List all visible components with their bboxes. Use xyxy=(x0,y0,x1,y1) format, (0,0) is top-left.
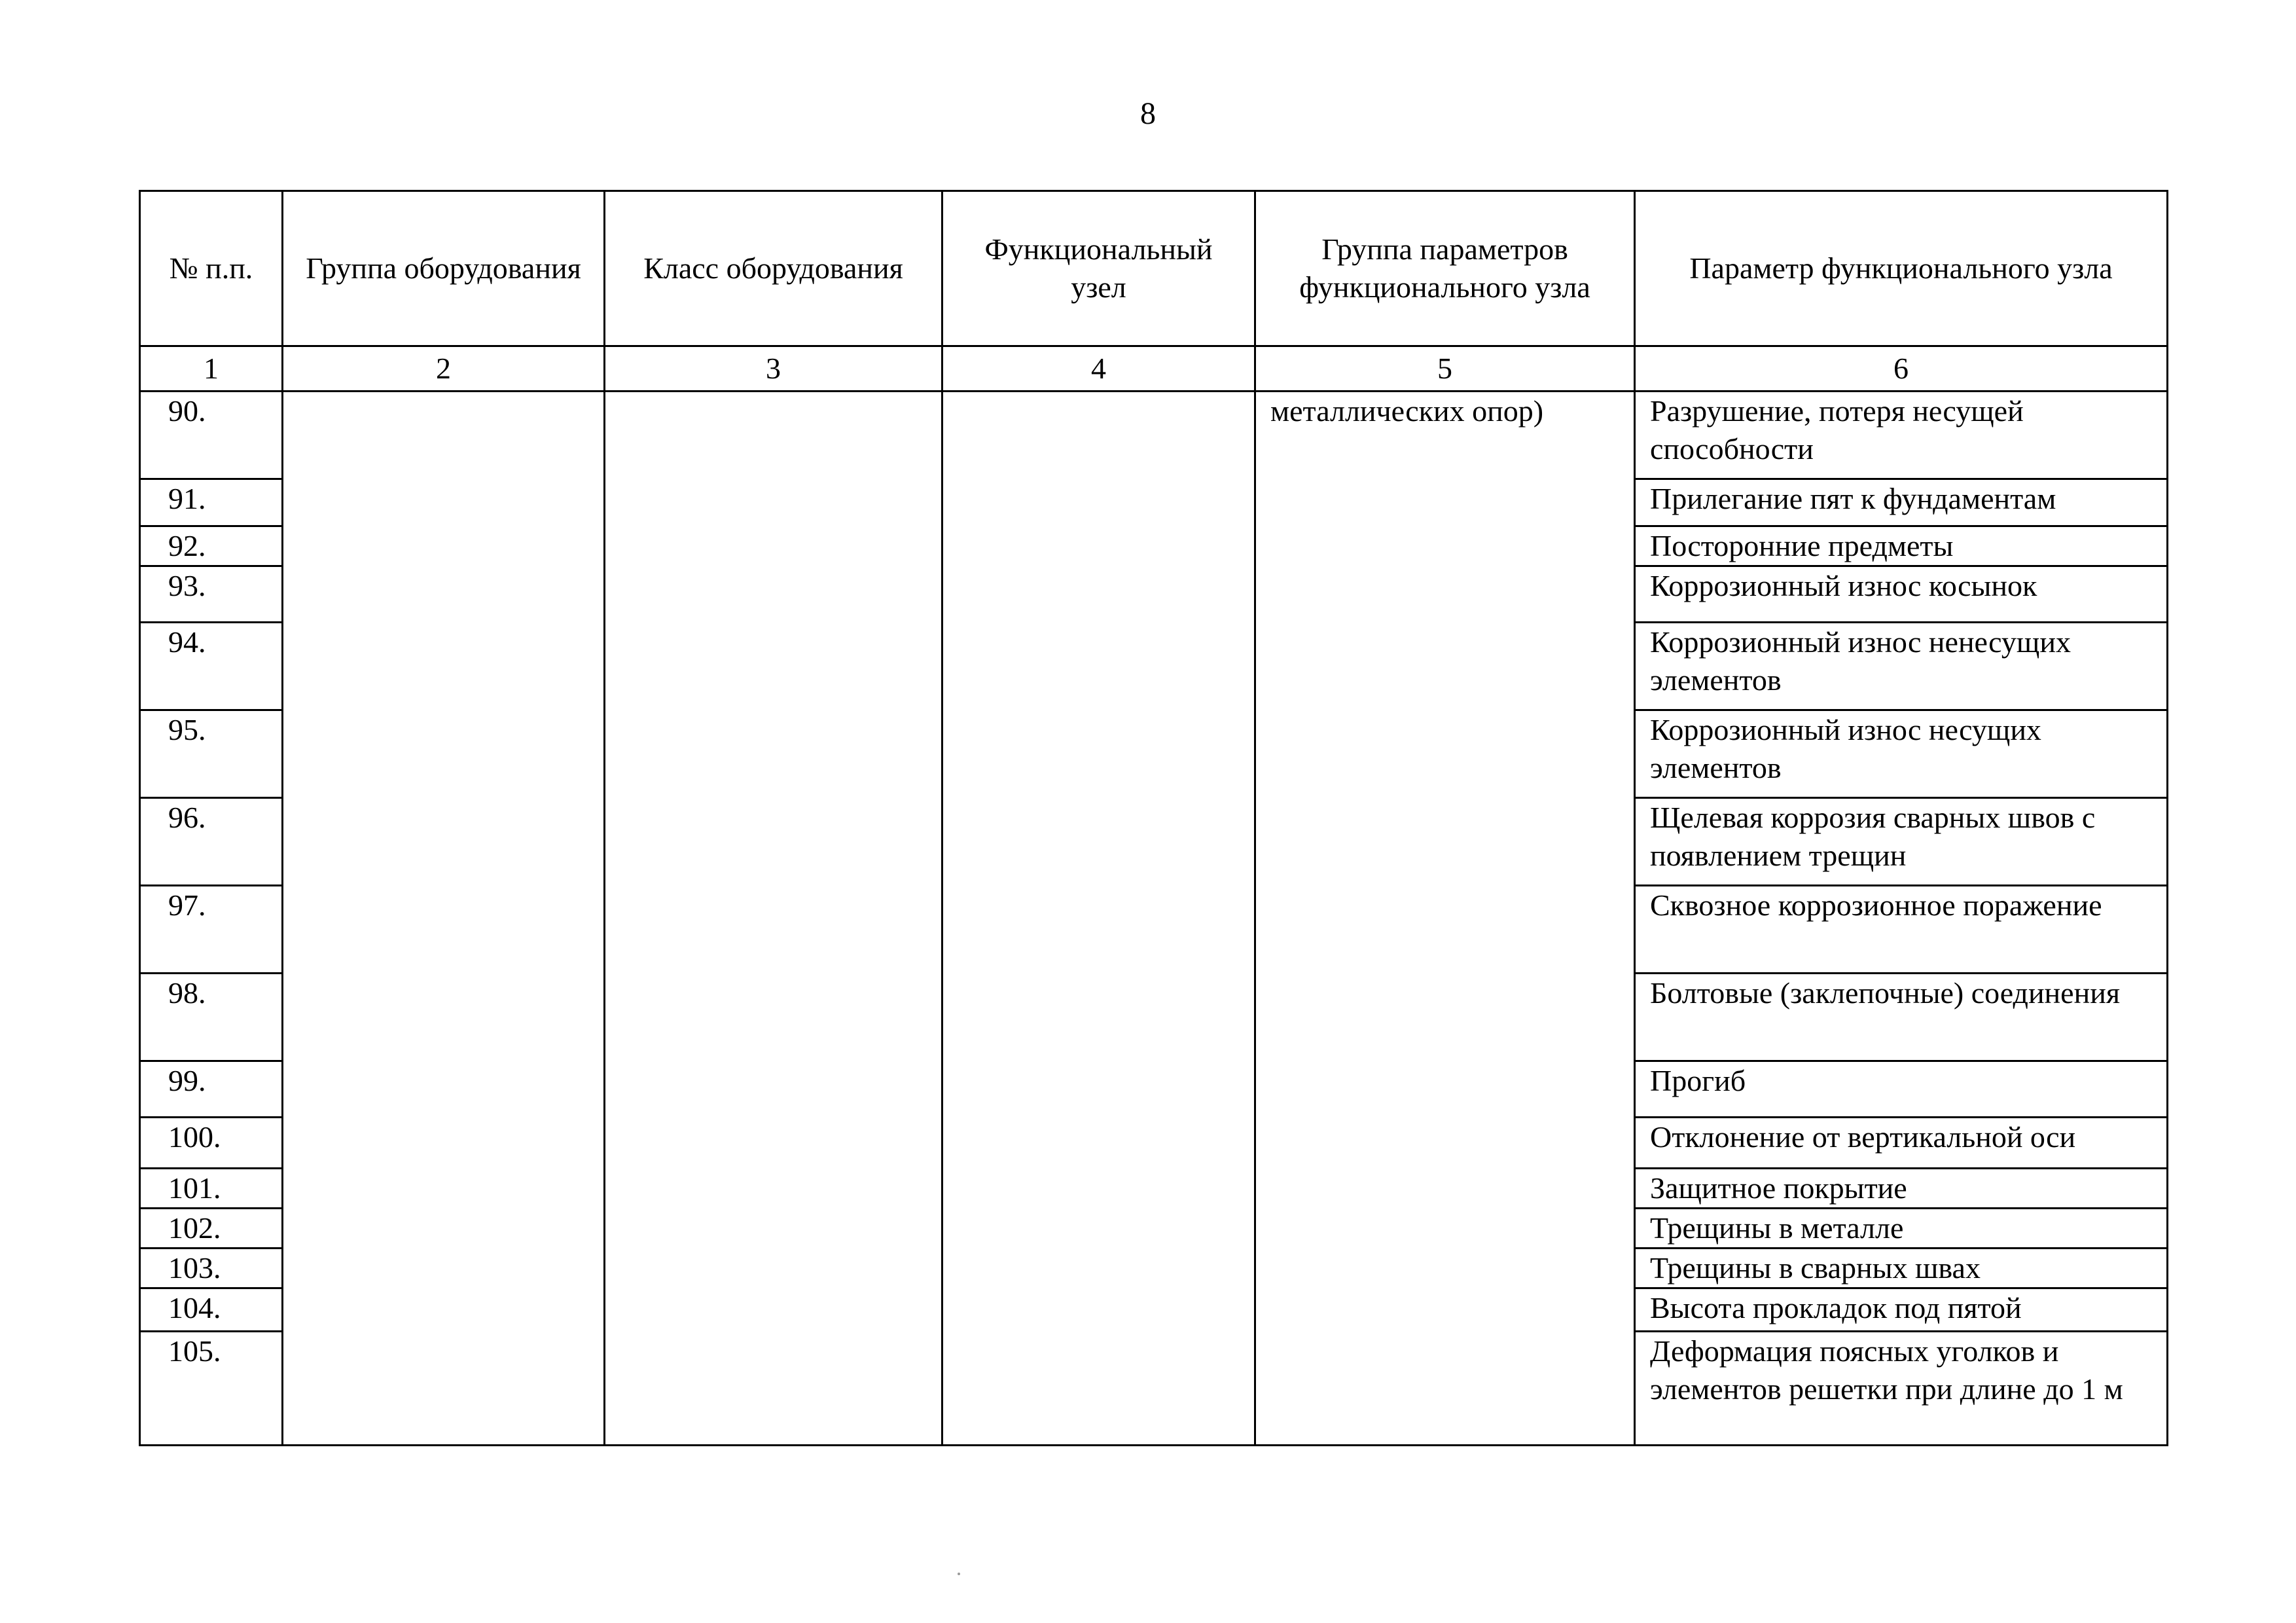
row-number: 91. xyxy=(140,479,283,526)
parameter-cell: Защитное покрытие xyxy=(1635,1169,2168,1209)
row-number: 102. xyxy=(140,1209,283,1249)
row-number: 99. xyxy=(140,1061,283,1118)
row-number: 97. xyxy=(140,886,283,974)
row-number: 105. xyxy=(140,1332,283,1446)
parameter-cell: Трещины в сварных швах xyxy=(1635,1249,2168,1288)
row-number: 93. xyxy=(140,566,283,623)
parameter-cell: Коррозионный износ несущих элементов xyxy=(1635,710,2168,798)
row-number: 103. xyxy=(140,1249,283,1288)
equipment-class-cell xyxy=(605,392,942,1446)
row-number: 104. xyxy=(140,1288,283,1332)
equipment-group-cell xyxy=(283,392,605,1446)
row-number: 98. xyxy=(140,974,283,1061)
parameter-cell: Трещины в металле xyxy=(1635,1209,2168,1249)
column-number: 4 xyxy=(942,346,1255,392)
header-parameter-group: Группа параметров функционального узла xyxy=(1255,191,1635,346)
parameter-cell: Прилегание пят к фундаментам xyxy=(1635,479,2168,526)
row-number: 96. xyxy=(140,798,283,886)
row-number: 101. xyxy=(140,1169,283,1209)
header-number: № п.п. xyxy=(140,191,283,346)
parameter-cell: Коррозионный износ ненесущих элементов xyxy=(1635,623,2168,710)
column-numbers-row xyxy=(140,346,2168,392)
table-row xyxy=(140,392,2168,479)
table-header-row xyxy=(140,191,2168,346)
header-parameter: Параметр функционального узла xyxy=(1635,191,2168,346)
parameter-cell: Сквозное коррозионное поражение xyxy=(1635,886,2168,974)
row-number: 100. xyxy=(140,1118,283,1169)
parameters-table xyxy=(139,190,2168,1446)
row-number: 92. xyxy=(140,526,283,566)
parameter-cell: Щелевая коррозия сварных швов с появлением трещин xyxy=(1635,798,2168,886)
row-number: 90. xyxy=(140,392,283,479)
page-number: 8 xyxy=(1140,96,1156,131)
column-number: 2 xyxy=(283,346,605,392)
parameter-cell: Высота прокладок под пятой xyxy=(1635,1288,2168,1332)
parameter-group-cell: металлических опор) xyxy=(1255,392,1635,1446)
column-number: 5 xyxy=(1255,346,1635,392)
header-equipment-group: Группа оборудования xyxy=(283,191,605,346)
header-functional-unit: Функциональный узел xyxy=(942,191,1255,346)
parameter-cell: Болтовые (заклепочные) соединения xyxy=(1635,974,2168,1061)
column-number: 3 xyxy=(605,346,942,392)
parameter-cell: Отклонение от вертикальной оси xyxy=(1635,1118,2168,1169)
parameter-cell: Посторонние предметы xyxy=(1635,526,2168,566)
parameter-cell: Разрушение, потеря несущей способности xyxy=(1635,392,2168,479)
parameter-cell: Прогиб xyxy=(1635,1061,2168,1118)
row-number: 95. xyxy=(140,710,283,798)
header-equipment-class: Класс оборудования xyxy=(605,191,942,346)
parameter-cell: Деформация поясных уголков и элементов решетки при длине до 1 м xyxy=(1635,1332,2168,1446)
row-number: 94. xyxy=(140,623,283,710)
functional-unit-cell xyxy=(942,392,1255,1446)
column-number: 6 xyxy=(1635,346,2168,392)
parameter-cell: Коррозионный износ косынок xyxy=(1635,566,2168,623)
scan-speck xyxy=(958,1573,960,1575)
column-number: 1 xyxy=(140,346,283,392)
